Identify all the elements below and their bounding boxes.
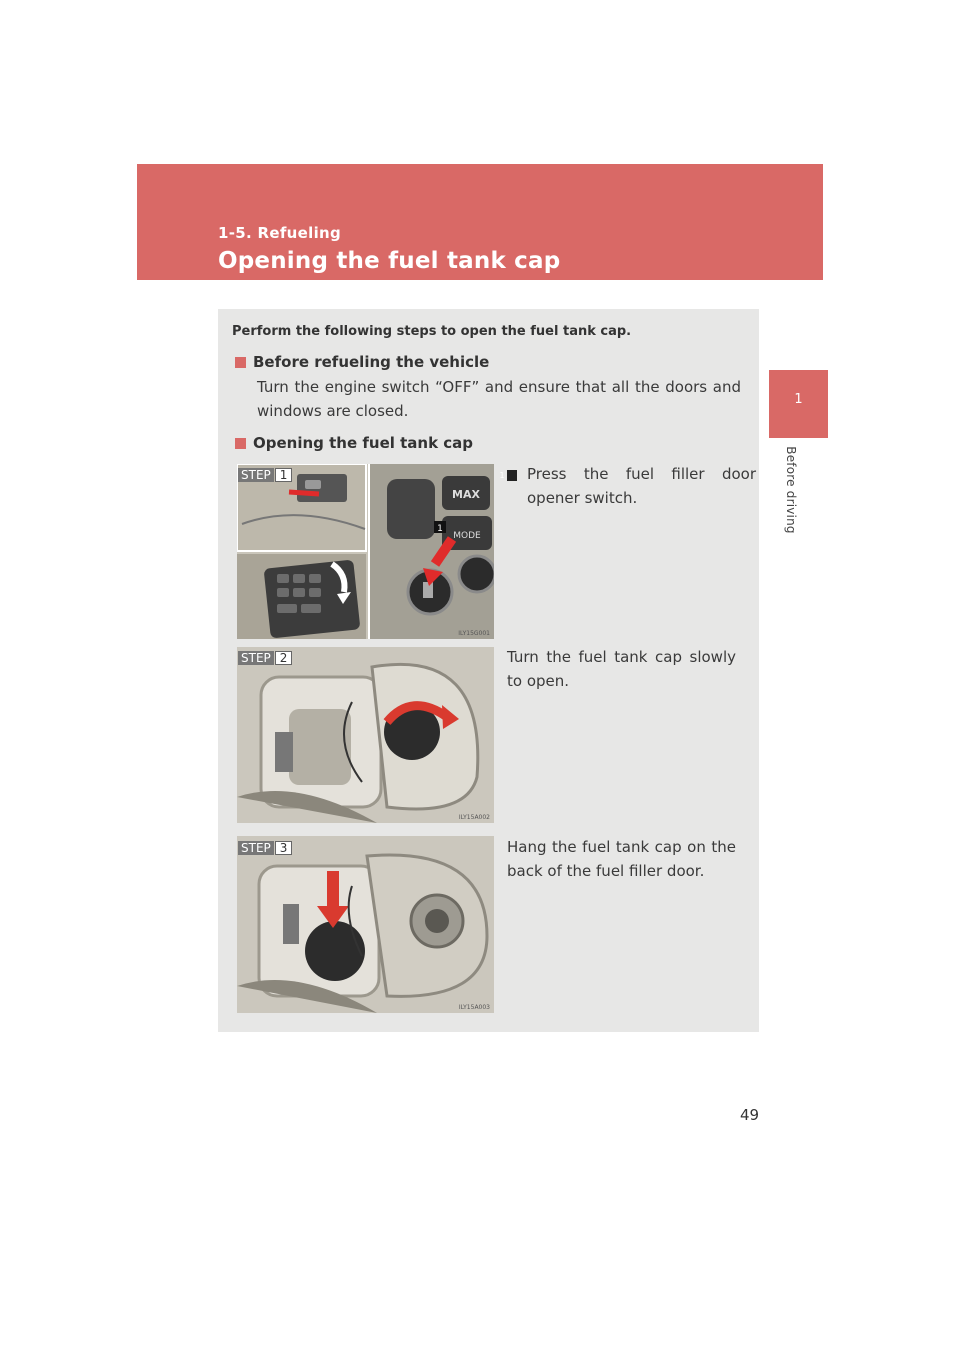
fuel-door-illustration (237, 647, 494, 823)
subheading-before-refueling (235, 353, 489, 371)
red-square-icon (235, 438, 246, 449)
chapter-tab-number: 1 (794, 392, 803, 407)
step-word: STEP (238, 651, 274, 665)
subheading-text: Before refueling the vehicle (253, 353, 490, 371)
step-1-label (238, 468, 292, 482)
before-refueling-text: Turn the engine switch “OFF” and ensure that all the doors and windows are closed. (257, 378, 741, 420)
step-2-text: Turn the fuel tank cap slowly to open. (507, 648, 736, 690)
dashboard-illustration (237, 464, 494, 639)
subheading-opening-cap (235, 434, 473, 452)
step-1-text (499, 462, 756, 510)
figure-code: ILY15G001 (458, 630, 490, 637)
step-number: 3 (275, 841, 293, 855)
marker-1-label: 1 (437, 524, 443, 534)
step-1-description: Press the fuel filler door opener switch. (527, 465, 756, 507)
intro-text: Perform the following steps to open the fuel tank cap. (232, 324, 632, 339)
step-number: 1 (275, 468, 293, 482)
step-2-figure (237, 647, 494, 823)
chapter-header (137, 164, 823, 280)
step-2-label (238, 651, 292, 665)
hung-cap-illustration (237, 836, 494, 1013)
page-title: Opening the fuel tank cap (218, 248, 561, 274)
subheading-text: Opening the fuel tank cap (253, 434, 474, 452)
step-word: STEP (238, 468, 274, 482)
step-3-figure (237, 836, 494, 1013)
section-label: 1-5. Refueling (218, 224, 342, 242)
content-panel (218, 309, 759, 1032)
step-3-text: Hang the fuel tank cap on the back of the fuel filler door. (507, 838, 736, 880)
marker-1-icon: 1 (507, 470, 517, 481)
chapter-tab[interactable] (769, 370, 828, 438)
page-number: 49 (740, 1106, 760, 1124)
step-1-figure (237, 464, 494, 639)
chapter-tab-label: Before driving (784, 446, 798, 534)
mode-button-label: MODE (453, 531, 481, 541)
red-square-icon (235, 357, 246, 368)
max-button-label: MAX (452, 488, 480, 501)
step-3-label (238, 841, 292, 855)
figure-code: ILY15A002 (458, 814, 490, 821)
step-word: STEP (238, 841, 274, 855)
step-number: 2 (275, 651, 293, 665)
figure-code: ILY15A003 (458, 1004, 490, 1011)
